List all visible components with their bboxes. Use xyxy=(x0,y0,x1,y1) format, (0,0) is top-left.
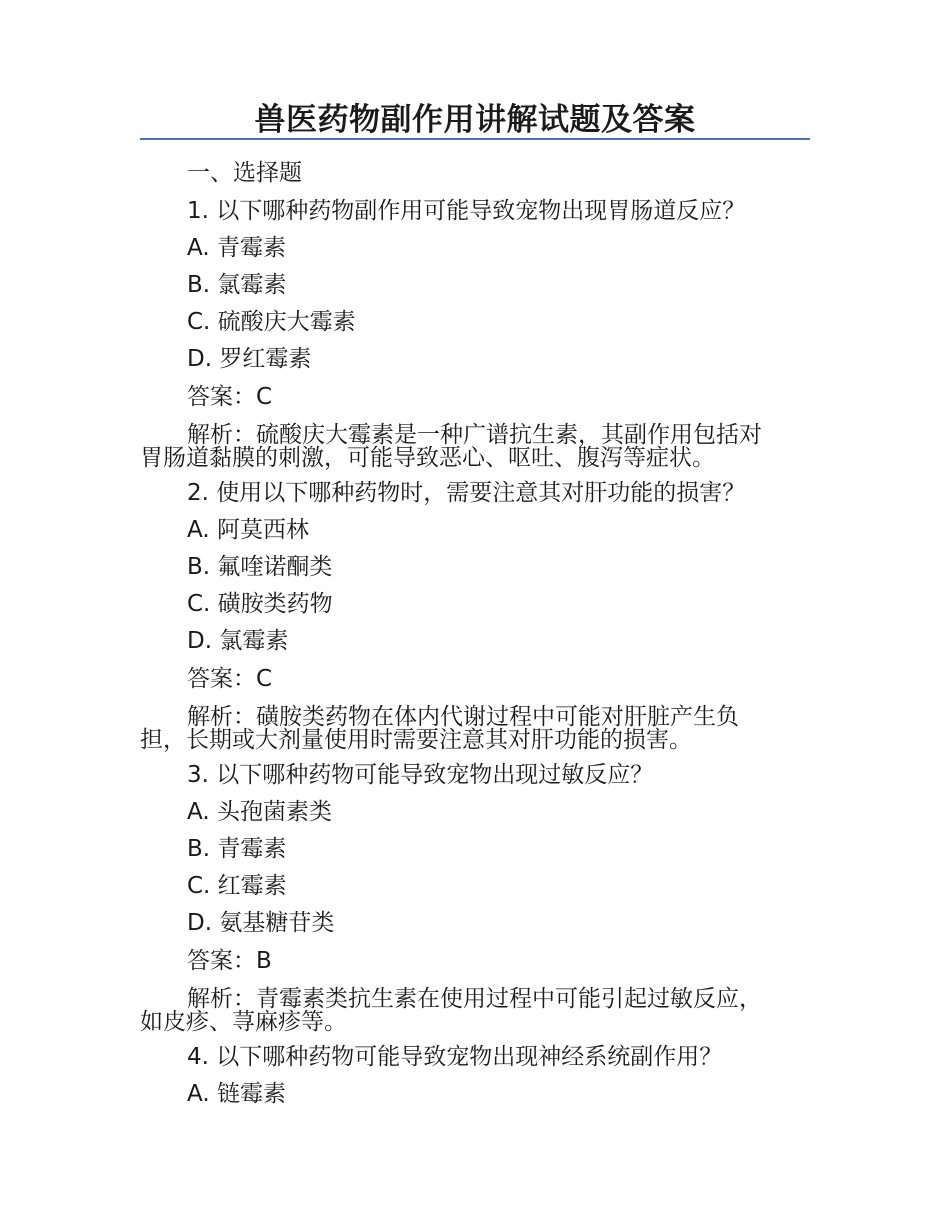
q3-analysis-line-1: 解析：青霉素类抗生素在使用过程中可能引起过敏反应， xyxy=(187,986,762,1012)
q2-option-c: C. 磺胺类药物 xyxy=(187,591,333,617)
document-title: 兽医药物副作用讲解试题及答案 xyxy=(254,102,696,138)
q3-option-c: C. 红霉素 xyxy=(187,873,287,899)
q1-option-a: A. 青霉素 xyxy=(187,235,286,261)
title-underline xyxy=(140,138,810,140)
q2-answer: 答案：C xyxy=(187,666,273,692)
q3-option-b: B. 青霉素 xyxy=(187,836,287,862)
question-4: 4. 以下哪种药物可能导致宠物出现神经系统副作用？ xyxy=(187,1044,723,1070)
q1-answer: 答案：C xyxy=(187,384,273,410)
q3-analysis-line-2: 如皮疹、荨麻疹等。 xyxy=(140,1009,347,1035)
question-1: 1. 以下哪种药物副作用可能导致宠物出现胃肠道反应？ xyxy=(187,198,746,224)
q1-analysis-line-1: 解析：硫酸庆大霉素是一种广谱抗生素，其副作用包括对 xyxy=(187,422,762,448)
q1-option-d: D. 罗红霉素 xyxy=(187,346,312,372)
q2-analysis-line-2: 担，长期或大剂量使用时需要注意其对肝功能的损害。 xyxy=(140,727,692,753)
question-3: 3. 以下哪种药物可能导致宠物出现过敏反应？ xyxy=(187,762,654,788)
q2-analysis-line-1: 解析：磺胺类药物在体内代谢过程中可能对肝脏产生负 xyxy=(187,704,739,730)
q4-option-a: A. 链霉素 xyxy=(187,1081,286,1107)
q3-answer: 答案：B xyxy=(187,948,272,974)
q2-option-b: B. 氟喹诺酮类 xyxy=(187,554,333,580)
q1-analysis-line-2: 胃肠道黏膜的刺激，可能导致恶心、呕吐、腹泻等症状。 xyxy=(140,445,715,471)
q2-option-d: D. 氯霉素 xyxy=(187,628,289,654)
section-heading: 一、选择题 xyxy=(187,160,302,186)
q3-option-d: D. 氨基糖苷类 xyxy=(187,910,335,936)
q3-option-a: A. 头孢菌素类 xyxy=(187,799,332,825)
question-2: 2. 使用以下哪种药物时，需要注意其对肝功能的损害？ xyxy=(187,480,746,506)
q1-option-b: B. 氯霉素 xyxy=(187,272,287,298)
q1-option-c: C. 硫酸庆大霉素 xyxy=(187,309,356,335)
q2-option-a: A. 阿莫西林 xyxy=(187,517,309,543)
